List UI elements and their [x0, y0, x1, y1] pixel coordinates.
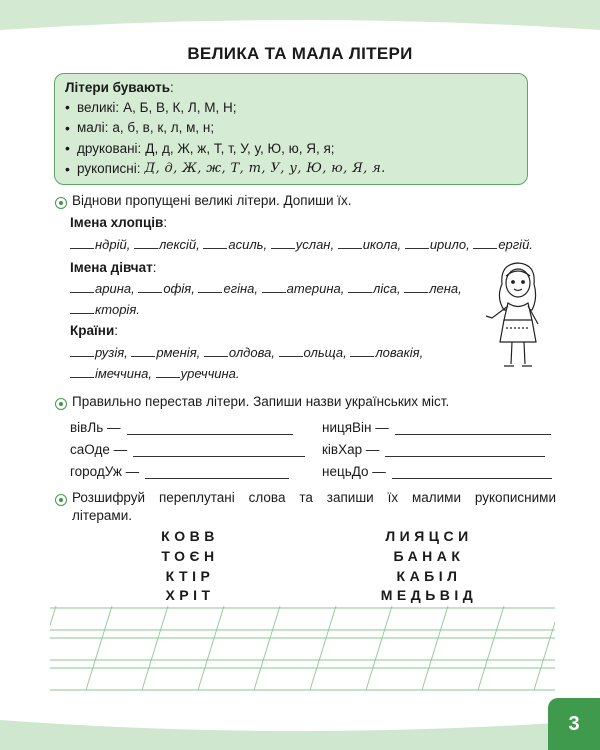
ruling-line [310, 606, 336, 690]
ruling-line [422, 606, 448, 690]
bullet-icon: • [65, 140, 70, 157]
word-ending: ергій. [498, 237, 533, 252]
answer-line[interactable] [385, 443, 545, 457]
task-marker-icon [55, 398, 67, 410]
ruling-line [142, 606, 168, 690]
girl-illustration [478, 258, 556, 374]
word-ending: лена, [429, 281, 462, 296]
answer-line[interactable] [395, 421, 551, 435]
answer-line[interactable] [392, 465, 552, 479]
ruling-line [86, 606, 112, 690]
scrambled-city-row: ницяВін — [322, 420, 551, 435]
letter-blank[interactable] [279, 345, 303, 357]
scrambled-word: КАБІЛ [396, 568, 462, 584]
answer-line[interactable] [133, 443, 305, 457]
letter-blank[interactable] [70, 302, 94, 314]
word-ending: рменія, [156, 345, 201, 360]
bottom-decor-band [0, 720, 600, 750]
letter-blank[interactable] [262, 281, 286, 293]
word-ending: кторія. [95, 302, 140, 317]
girls-names-label: Імена дівчат: [70, 260, 157, 275]
rule-item-small: • малі: а, б, в, к, л, м, н; [65, 119, 215, 136]
word-ending: икола, [362, 237, 402, 252]
scrambled-city-row: вівЛь — [70, 420, 293, 435]
rule-heading: Літери бувають: [65, 80, 174, 95]
countries-line [70, 345, 423, 360]
ruling-line [534, 606, 555, 690]
girls-names-line [70, 302, 140, 317]
word-ending: услан, [295, 237, 335, 252]
bullet-icon: • [65, 99, 70, 116]
answer-line[interactable] [145, 465, 289, 479]
word-ending: офія, [163, 281, 195, 296]
letter-blank[interactable] [70, 366, 94, 378]
scrambled-city-row: ківХар — [322, 442, 545, 457]
letter-blank[interactable] [70, 281, 94, 293]
boys-names-line [70, 237, 533, 252]
task1-instruction: Віднови пропущені великі літери. Допиши їх. [72, 193, 352, 208]
scrambled-city-row: городУж — [70, 464, 289, 479]
task3-instruction-cont: літерами. [72, 508, 133, 523]
word-ending: асиль, [228, 237, 268, 252]
letter-blank[interactable] [404, 281, 428, 293]
task3-instruction: Розшифруй переплутані слова та запиши їх малими рукописними [72, 490, 556, 505]
rule-item-capital: • великі: А, Б, В, К, Л, М, Н; [65, 99, 237, 116]
rule-item-handwritten: • рукописні: Д, д, Ж, ж, Т, т, У, у, Ю, ю, Я, я. [65, 160, 386, 177]
letter-blank[interactable] [203, 237, 227, 249]
rule-item-printed: • друковані: Д, д, Ж, ж, Т, т, У, у, Ю, ю, Я, я; [65, 140, 335, 157]
scrambled-word: МЕДЬВІД [380, 587, 478, 603]
scrambled-word: КТІР [165, 568, 215, 584]
word-ending: олдова, [228, 345, 275, 360]
scrambled-word: ТОЄН [161, 548, 219, 564]
letter-blank[interactable] [198, 281, 222, 293]
letter-blank[interactable] [131, 345, 155, 357]
word-ending: імеччина, [95, 366, 152, 381]
page-number: 3 [548, 698, 600, 750]
letter-blank[interactable] [70, 237, 94, 249]
scrambled-word: ЛИЯЦСИ [385, 528, 473, 544]
word-ending: ндрій, [95, 237, 131, 252]
task-marker-icon [55, 494, 67, 506]
letter-blank[interactable] [204, 345, 228, 357]
letter-blank[interactable] [156, 366, 180, 378]
letter-blank[interactable] [134, 237, 158, 249]
ruling-line [50, 606, 56, 690]
letter-blank[interactable] [271, 237, 295, 249]
girls-names-line [70, 281, 462, 296]
scrambled-city-row: саОде — [70, 442, 305, 457]
word-ending: уреччина. [180, 366, 240, 381]
word-ending: рузія, [95, 345, 128, 360]
letter-blank[interactable] [338, 237, 362, 249]
task-marker-icon [55, 197, 67, 209]
bullet-icon: • [65, 119, 70, 136]
countries-line [70, 366, 240, 381]
letter-blank[interactable] [405, 237, 429, 249]
rule-box [54, 73, 528, 185]
word-ending: лексій, [158, 237, 200, 252]
ruling-line [366, 606, 392, 690]
ruling-line [198, 606, 224, 690]
letter-blank[interactable] [138, 281, 162, 293]
word-ending: ольща, [303, 345, 347, 360]
task2-instruction: Правильно перестав літери. Запиши назви українських міст. [72, 394, 450, 409]
word-ending: ліса, [373, 281, 401, 296]
scrambled-city-row: нецьДо — [322, 464, 552, 479]
handwriting-practice-lines[interactable] [50, 600, 555, 692]
scrambled-word: ХРІТ [165, 587, 215, 603]
word-ending: атерина, [286, 281, 345, 296]
word-ending: егіна, [223, 281, 259, 296]
letter-blank[interactable] [350, 345, 374, 357]
letter-blank[interactable] [70, 345, 94, 357]
boys-names-label: Імена хлопців: [70, 215, 168, 230]
word-ending: ловакія, [375, 345, 424, 360]
letter-blank[interactable] [473, 237, 497, 249]
word-ending: арина, [95, 281, 135, 296]
page-title: ВЕЛИКА ТА МАЛА ЛІТЕРИ [187, 44, 413, 63]
answer-line[interactable] [127, 421, 293, 435]
top-decor-band [0, 0, 600, 30]
scrambled-word: БАНАК [393, 548, 465, 564]
letter-blank[interactable] [348, 281, 372, 293]
countries-label: Країни: [70, 323, 119, 338]
bullet-icon: • [65, 160, 70, 177]
ruling-line [478, 606, 504, 690]
ruling-line [254, 606, 280, 690]
scrambled-word: КОВВ [161, 528, 219, 544]
word-ending: ирило, [429, 237, 470, 252]
